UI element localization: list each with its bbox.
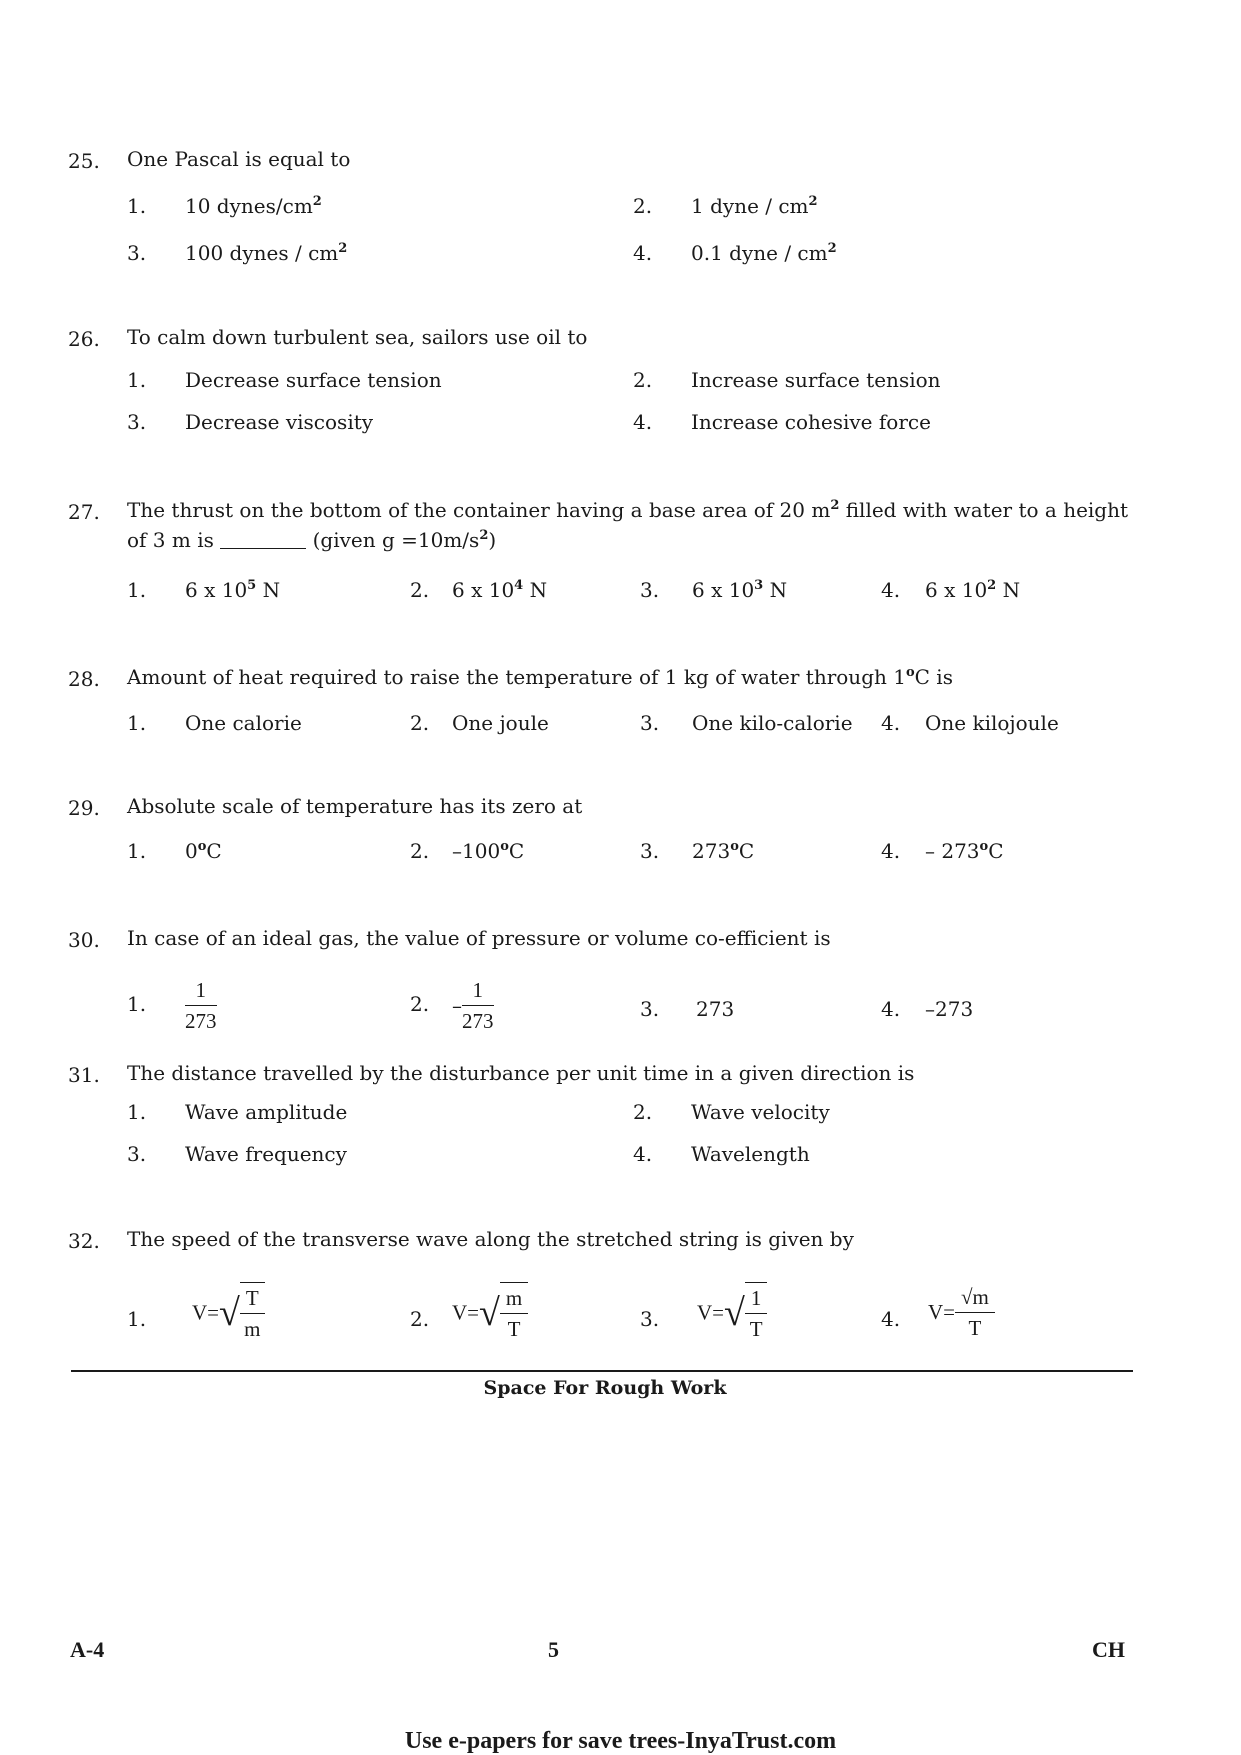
question-text: Amount of heat required to raise the temperature of 1 kg of water through 1$^o$C is: [127, 665, 953, 689]
option-3-formula: V=√ $\frac{1}{T}$: [697, 1282, 767, 1344]
option-1: 1. $\frac{1}{273}$: [127, 975, 217, 1036]
option-4: 4. Wavelength: [633, 1142, 810, 1166]
question-text: The distance travelled by the disturbance per unit time in a given direction is: [127, 1061, 915, 1085]
credit-line: Use e-papers for save trees-InyaTrust.com: [404, 1728, 837, 1754]
option-3: 3. 273$^o$C: [640, 839, 755, 863]
rough-work-heading: Space For Rough Work: [483, 1377, 727, 1399]
option-1: 1. 10 dynes/$cm^2$: [127, 194, 322, 218]
question-text: One Pascal is equal to: [127, 147, 351, 171]
question-number: 28.: [68, 667, 100, 691]
option-4: 4. – 273$^o$C: [881, 839, 1004, 863]
option-2: 2. 1 dyne / $cm^2$: [633, 194, 818, 218]
question-number: 26.: [68, 327, 100, 351]
question-text: The thrust on the bottom of the container having a base area of 20 $m^2$ filled with water to a height of 3 m is (given $g =10m/s^2$): [127, 498, 1129, 552]
question-number: 27.: [68, 500, 100, 524]
question-number: 32.: [68, 1229, 100, 1253]
option-2-number: 2.: [410, 1307, 430, 1331]
option-4: 4. 6 x $10^2$ N: [881, 578, 1021, 602]
question-number: 31.: [68, 1063, 100, 1087]
option-1: 1. 0$^o$C: [127, 839, 222, 863]
option-4: 4. –273: [881, 997, 974, 1021]
option-4: 4. One kilojoule: [881, 711, 1059, 735]
option-1: 1. 6 x $10^5$ N: [127, 578, 281, 602]
option-4-number: 4.: [881, 1307, 901, 1331]
question-number: 25.: [68, 149, 100, 173]
option-4-formula: V= $\frac{√m}{T}$: [928, 1282, 995, 1343]
question-text: Absolute scale of temperature has its zero at: [127, 794, 583, 818]
option-2: 2. 6 x $10^4$ N: [410, 578, 548, 602]
option-1-formula: V=√ $\frac{T}{m}$: [192, 1282, 265, 1344]
option-1: 1. Decrease surface tension: [127, 368, 442, 392]
option-4: 4. Increase cohesive force: [633, 410, 931, 434]
option-1: 1. Wave amplitude: [127, 1100, 348, 1124]
option-2-formula: V=√ $\frac{m}{T}$: [452, 1282, 528, 1344]
answer-blank: [220, 530, 306, 549]
question-number: 29.: [68, 796, 100, 820]
option-3: 3. Decrease viscosity: [127, 410, 374, 434]
option-2: 2. –100$^o$C: [410, 839, 525, 863]
option-3: 3. 100 dynes / $cm^2$: [127, 241, 348, 265]
option-3: 3. Wave frequency: [127, 1142, 347, 1166]
question-number: 30.: [68, 928, 100, 952]
option-3: 3. One kilo-calorie: [640, 711, 853, 735]
option-3: 3. 273: [640, 997, 735, 1021]
question-text: To calm down turbulent sea, sailors use oil to: [127, 325, 588, 349]
question-text: The speed of the transverse wave along the stretched string is given by: [127, 1227, 854, 1251]
page-number: 5: [548, 1637, 559, 1662]
option-2: 2. One joule: [410, 711, 549, 735]
option-4: 4. 0.1 dyne / $cm^2$: [633, 241, 837, 265]
option-1: 1. One calorie: [127, 711, 302, 735]
option-1-number: 1.: [127, 1307, 147, 1331]
rough-work-divider: [71, 1370, 1133, 1372]
option-2: 2. Wave velocity: [633, 1100, 830, 1124]
option-2: 2. Increase surface tension: [633, 368, 941, 392]
fraction: $\frac{1}{273}$: [185, 975, 217, 1036]
option-3-number: 3.: [640, 1307, 660, 1331]
fraction: $\frac{1}{273}$: [462, 975, 494, 1036]
question-text: In case of an ideal gas, the value of pressure or volume co-efficient is: [127, 926, 831, 950]
subject-code: CH: [1092, 1637, 1125, 1662]
option-3: 3. 6 x $10^3$ N: [640, 578, 788, 602]
booklet-code: A-4: [70, 1637, 105, 1662]
option-2: 2. – $\frac{1}{273}$: [410, 975, 494, 1036]
